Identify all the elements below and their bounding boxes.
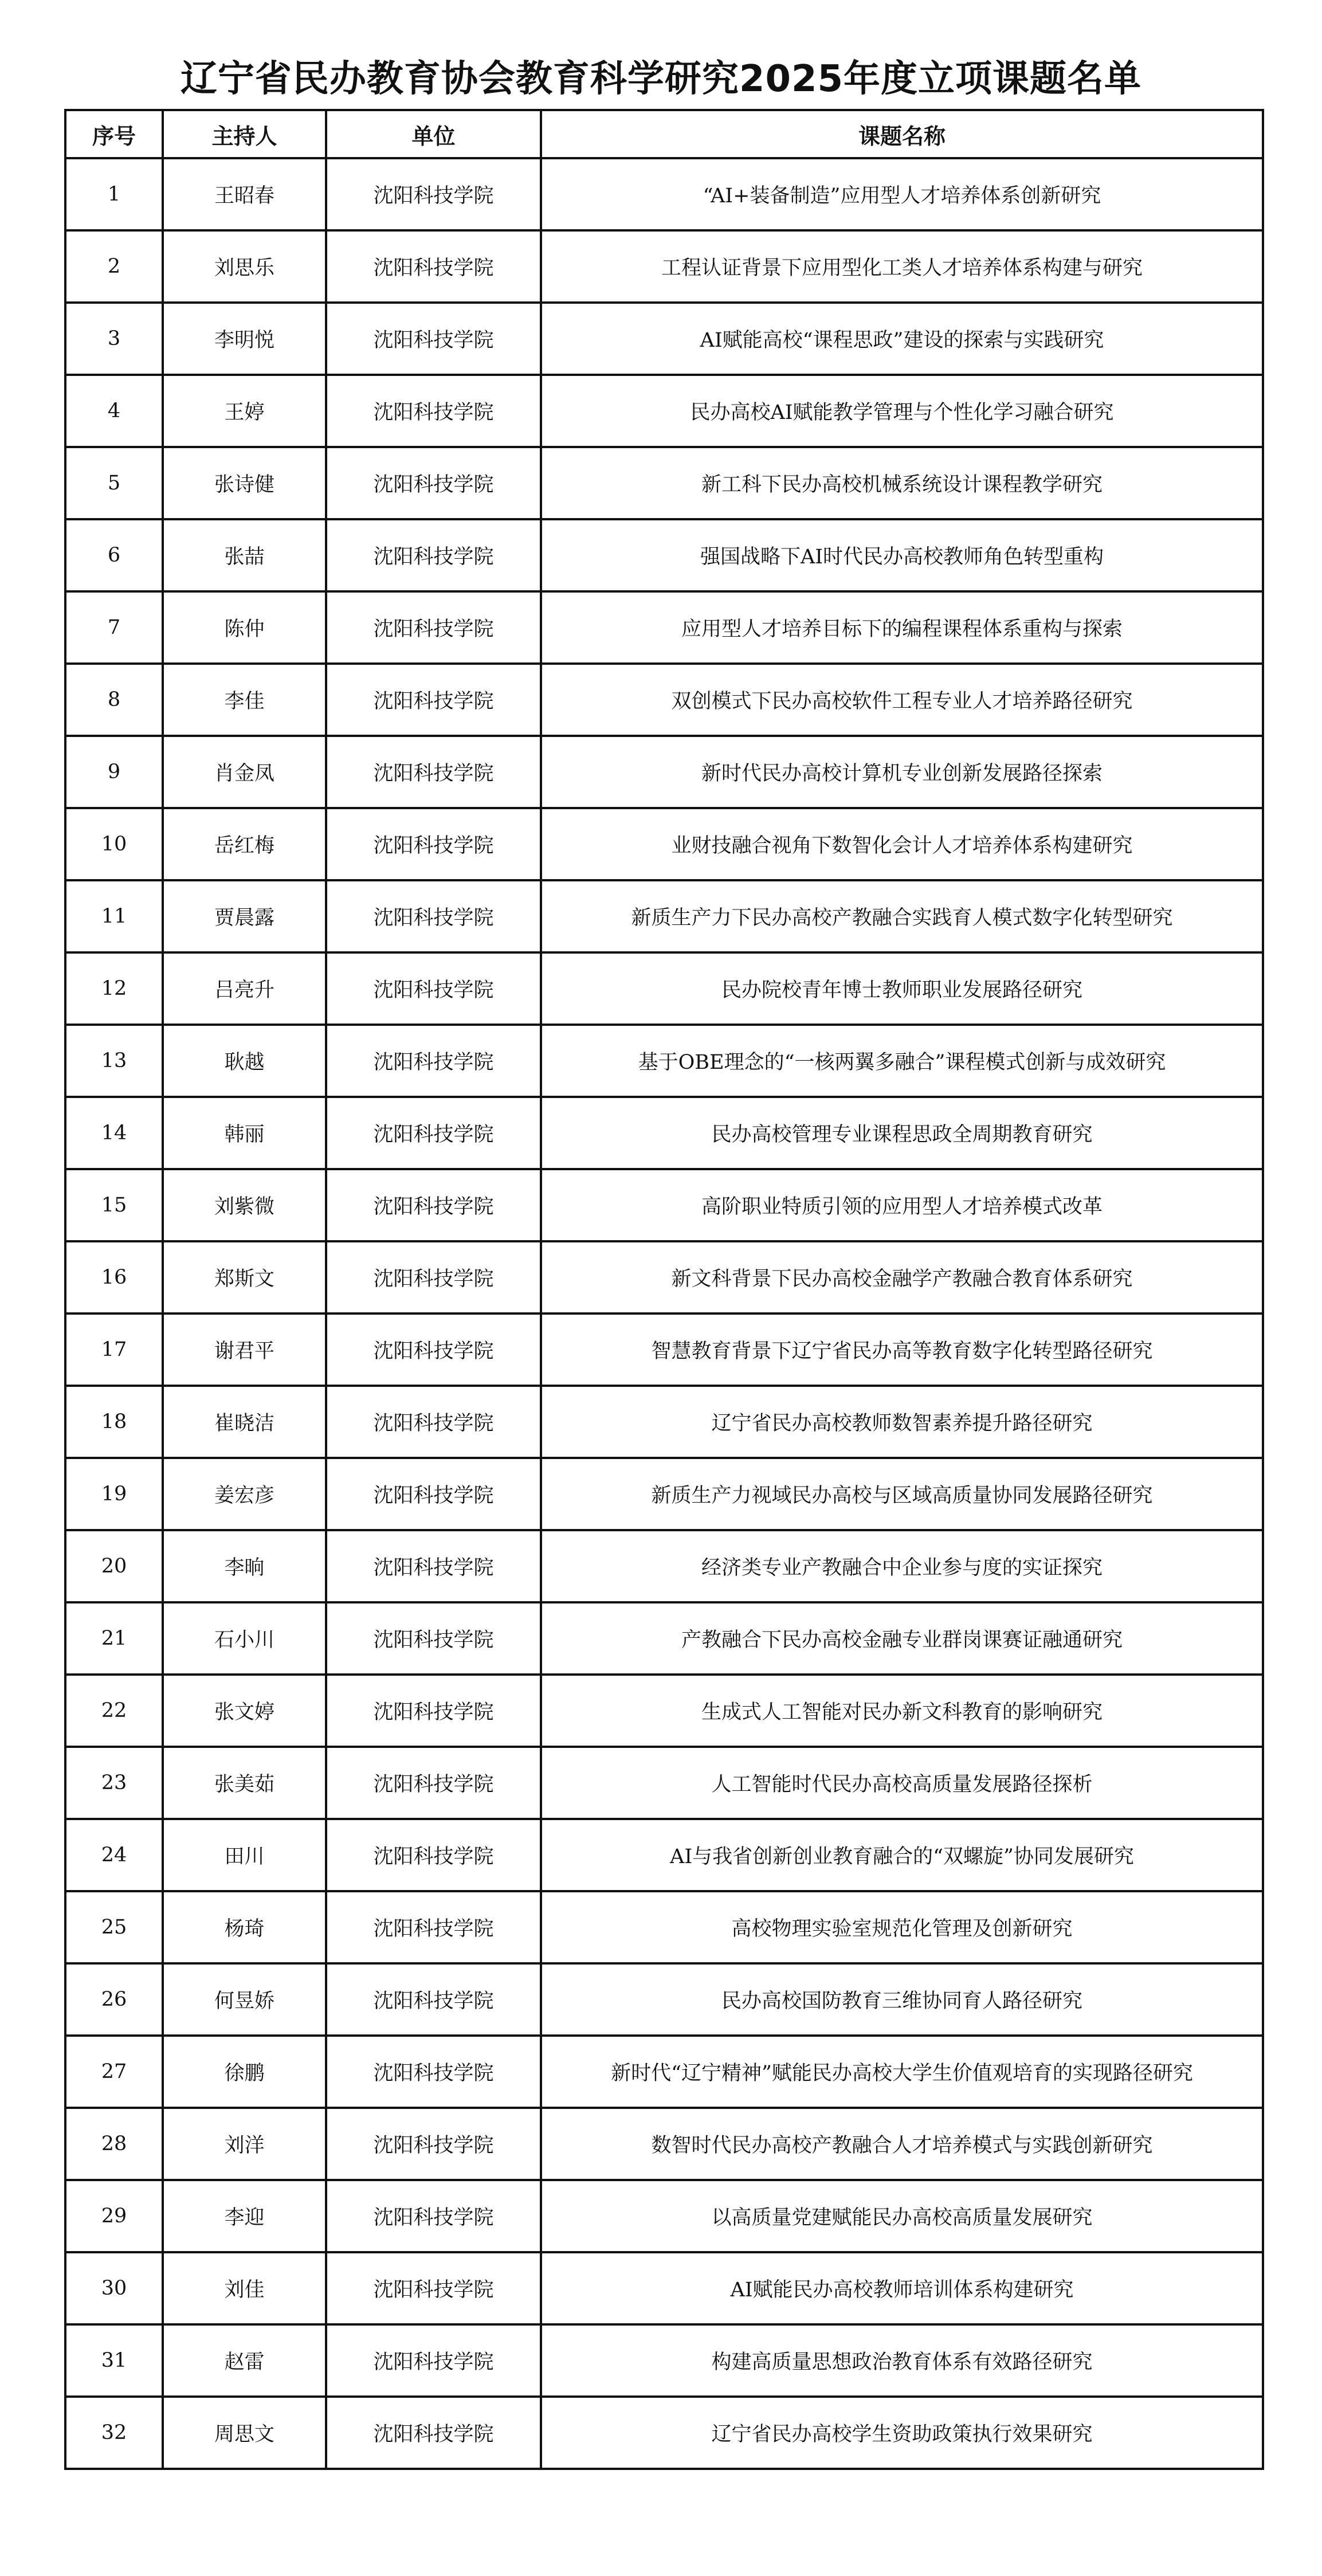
cell-number: 11 — [65, 880, 163, 952]
cell-unit: 沈阳科技学院 — [326, 591, 541, 664]
cell-unit: 沈阳科技学院 — [326, 1602, 541, 1675]
cell-host: 肖金凤 — [163, 736, 326, 808]
cell-number: 24 — [65, 1819, 163, 1891]
cell-topic: 以高质量党建赋能民办高校高质量发展研究 — [541, 2180, 1263, 2252]
cell-topic: 新工科下民办高校机械系统设计课程教学研究 — [541, 447, 1263, 519]
cell-topic: 辽宁省民办高校教师数智素养提升路径研究 — [541, 1386, 1263, 1458]
cell-host: 张美茹 — [163, 1747, 326, 1819]
cell-host: 王昭春 — [163, 158, 326, 230]
cell-unit: 沈阳科技学院 — [326, 2397, 541, 2469]
cell-number: 17 — [65, 1314, 163, 1386]
cell-topic: 智慧教育背景下辽宁省民办高等教育数字化转型路径研究 — [541, 1314, 1263, 1386]
cell-host: 韩丽 — [163, 1097, 326, 1169]
cell-host: 赵雷 — [163, 2324, 326, 2397]
cell-topic: 民办高校AI赋能教学管理与个性化学习融合研究 — [541, 375, 1263, 447]
column-header-number: 序号 — [65, 110, 163, 158]
cell-unit: 沈阳科技学院 — [326, 1458, 541, 1530]
cell-host: 崔晓洁 — [163, 1386, 326, 1458]
table-row — [65, 808, 1263, 880]
table-row — [65, 1241, 1263, 1314]
cell-host: 张喆 — [163, 519, 326, 591]
table-row — [65, 1602, 1263, 1675]
table-row — [65, 1891, 1263, 1963]
cell-host: 李晌 — [163, 1530, 326, 1602]
table-row — [65, 519, 1263, 591]
cell-topic: 工程认证背景下应用型化工类人才培养体系构建与研究 — [541, 230, 1263, 303]
cell-host: 张文婷 — [163, 1675, 326, 1747]
cell-unit: 沈阳科技学院 — [326, 1169, 541, 1241]
table-row — [65, 1530, 1263, 1602]
cell-unit: 沈阳科技学院 — [326, 1241, 541, 1314]
cell-topic: 应用型人才培养目标下的编程课程体系重构与探索 — [541, 591, 1263, 664]
cell-topic: “AI+装备制造”应用型人才培养体系创新研究 — [541, 158, 1263, 230]
cell-unit: 沈阳科技学院 — [326, 447, 541, 519]
project-list-table — [64, 109, 1264, 2470]
table-row — [65, 303, 1263, 375]
cell-topic: 民办院校青年博士教师职业发展路径研究 — [541, 952, 1263, 1025]
cell-number: 1 — [65, 158, 163, 230]
cell-unit: 沈阳科技学院 — [326, 230, 541, 303]
cell-number: 20 — [65, 1530, 163, 1602]
cell-number: 28 — [65, 2108, 163, 2180]
cell-topic: 构建高质量思想政治教育体系有效路径研究 — [541, 2324, 1263, 2397]
cell-number: 9 — [65, 736, 163, 808]
cell-host: 李佳 — [163, 664, 326, 736]
cell-unit: 沈阳科技学院 — [326, 952, 541, 1025]
cell-topic: 高阶职业特质引领的应用型人才培养模式改革 — [541, 1169, 1263, 1241]
cell-topic: 基于OBE理念的“一核两翼多融合”课程模式创新与成效研究 — [541, 1025, 1263, 1097]
column-header-unit: 单位 — [326, 110, 541, 158]
cell-unit: 沈阳科技学院 — [326, 2252, 541, 2324]
cell-host: 耿越 — [163, 1025, 326, 1097]
header-row — [65, 110, 1263, 158]
table-row — [65, 1025, 1263, 1097]
cell-unit: 沈阳科技学院 — [326, 1314, 541, 1386]
table-row — [65, 1747, 1263, 1819]
cell-number: 8 — [65, 664, 163, 736]
cell-unit: 沈阳科技学院 — [326, 1386, 541, 1458]
cell-unit: 沈阳科技学院 — [326, 2036, 541, 2108]
table-row — [65, 2108, 1263, 2180]
cell-number: 7 — [65, 591, 163, 664]
column-header-topic: 课题名称 — [541, 110, 1263, 158]
cell-topic: 人工智能时代民办高校高质量发展路径探析 — [541, 1747, 1263, 1819]
cell-host: 张诗健 — [163, 447, 326, 519]
column-header-host: 主持人 — [163, 110, 326, 158]
table-row — [65, 880, 1263, 952]
cell-topic: 生成式人工智能对民办新文科教育的影响研究 — [541, 1675, 1263, 1747]
table-row — [65, 1458, 1263, 1530]
cell-unit: 沈阳科技学院 — [326, 1675, 541, 1747]
cell-number: 19 — [65, 1458, 163, 1530]
cell-host: 何昱娇 — [163, 1963, 326, 2036]
cell-number: 23 — [65, 1747, 163, 1819]
table-body — [65, 158, 1263, 2469]
table-row — [65, 952, 1263, 1025]
cell-host: 贾晨露 — [163, 880, 326, 952]
table-row — [65, 447, 1263, 519]
cell-number: 5 — [65, 447, 163, 519]
cell-host: 李明悦 — [163, 303, 326, 375]
document-title: 辽宁省民办教育协会教育科学研究2025年度立项课题名单 — [180, 58, 1142, 100]
cell-number: 27 — [65, 2036, 163, 2108]
table-row — [65, 1386, 1263, 1458]
cell-host: 李迎 — [163, 2180, 326, 2252]
cell-host: 岳红梅 — [163, 808, 326, 880]
cell-number: 15 — [65, 1169, 163, 1241]
cell-topic: 双创模式下民办高校软件工程专业人才培养路径研究 — [541, 664, 1263, 736]
cell-unit: 沈阳科技学院 — [326, 1097, 541, 1169]
cell-unit: 沈阳科技学院 — [326, 808, 541, 880]
table-row — [65, 736, 1263, 808]
cell-number: 6 — [65, 519, 163, 591]
cell-host: 王婷 — [163, 375, 326, 447]
cell-host: 吕亮升 — [163, 952, 326, 1025]
cell-unit: 沈阳科技学院 — [326, 158, 541, 230]
table-row — [65, 664, 1263, 736]
cell-host: 周思文 — [163, 2397, 326, 2469]
cell-topic: 强国战略下AI时代民办高校教师角色转型重构 — [541, 519, 1263, 591]
cell-host: 谢君平 — [163, 1314, 326, 1386]
table-row — [65, 2324, 1263, 2397]
cell-number: 14 — [65, 1097, 163, 1169]
table-row — [65, 1675, 1263, 1747]
cell-topic: 民办高校管理专业课程思政全周期教育研究 — [541, 1097, 1263, 1169]
table-row — [65, 1097, 1263, 1169]
cell-topic: AI赋能民办高校教师培训体系构建研究 — [541, 2252, 1263, 2324]
table-row — [65, 591, 1263, 664]
table-row — [65, 2180, 1263, 2252]
cell-host: 徐鹏 — [163, 2036, 326, 2108]
table-header — [65, 110, 1263, 158]
table-row — [65, 1963, 1263, 2036]
cell-number: 12 — [65, 952, 163, 1025]
cell-unit: 沈阳科技学院 — [326, 303, 541, 375]
cell-topic: 新质生产力视域民办高校与区域高质量协同发展路径研究 — [541, 1458, 1263, 1530]
cell-host: 刘紫微 — [163, 1169, 326, 1241]
cell-host: 郑斯文 — [163, 1241, 326, 1314]
cell-number: 32 — [65, 2397, 163, 2469]
cell-host: 杨琦 — [163, 1891, 326, 1963]
cell-host: 石小川 — [163, 1602, 326, 1675]
cell-topic: 高校物理实验室规范化管理及创新研究 — [541, 1891, 1263, 1963]
cell-number: 18 — [65, 1386, 163, 1458]
table-row — [65, 1819, 1263, 1891]
cell-unit: 沈阳科技学院 — [326, 880, 541, 952]
cell-number: 13 — [65, 1025, 163, 1097]
cell-host: 田川 — [163, 1819, 326, 1891]
cell-topic: 新时代民办高校计算机专业创新发展路径探索 — [541, 736, 1263, 808]
cell-unit: 沈阳科技学院 — [326, 2324, 541, 2397]
cell-unit: 沈阳科技学院 — [326, 664, 541, 736]
cell-topic: 数智时代民办高校产教融合人才培养模式与实践创新研究 — [541, 2108, 1263, 2180]
cell-unit: 沈阳科技学院 — [326, 1530, 541, 1602]
table-row — [65, 1314, 1263, 1386]
cell-topic: 辽宁省民办高校学生资助政策执行效果研究 — [541, 2397, 1263, 2469]
cell-number: 31 — [65, 2324, 163, 2397]
cell-unit: 沈阳科技学院 — [326, 375, 541, 447]
table-row — [65, 2397, 1263, 2469]
cell-number: 29 — [65, 2180, 163, 2252]
table-row — [65, 158, 1263, 230]
cell-topic: AI与我省创新创业教育融合的“双螺旋”协同发展研究 — [541, 1819, 1263, 1891]
cell-unit: 沈阳科技学院 — [326, 1747, 541, 1819]
cell-host: 刘洋 — [163, 2108, 326, 2180]
cell-number: 10 — [65, 808, 163, 880]
cell-topic: 产教融合下民办高校金融专业群岗课赛证融通研究 — [541, 1602, 1263, 1675]
cell-unit: 沈阳科技学院 — [326, 1025, 541, 1097]
cell-host: 刘思乐 — [163, 230, 326, 303]
cell-topic: 新文科背景下民办高校金融学产教融合教育体系研究 — [541, 1241, 1263, 1314]
cell-host: 陈仲 — [163, 591, 326, 664]
cell-unit: 沈阳科技学院 — [326, 1891, 541, 1963]
table-row — [65, 1169, 1263, 1241]
table-row — [65, 230, 1263, 303]
cell-number: 25 — [65, 1891, 163, 1963]
cell-number: 26 — [65, 1963, 163, 2036]
cell-unit: 沈阳科技学院 — [326, 1819, 541, 1891]
cell-topic: 新质生产力下民办高校产教融合实践育人模式数字化转型研究 — [541, 880, 1263, 952]
cell-unit: 沈阳科技学院 — [326, 2108, 541, 2180]
cell-number: 3 — [65, 303, 163, 375]
cell-unit: 沈阳科技学院 — [326, 736, 541, 808]
cell-number: 4 — [65, 375, 163, 447]
cell-topic: 经济类专业产教融合中企业参与度的实证探究 — [541, 1530, 1263, 1602]
cell-number: 16 — [65, 1241, 163, 1314]
table-row — [65, 375, 1263, 447]
cell-number: 22 — [65, 1675, 163, 1747]
cell-unit: 沈阳科技学院 — [326, 1963, 541, 2036]
cell-number: 2 — [65, 230, 163, 303]
table-row — [65, 2252, 1263, 2324]
cell-unit: 沈阳科技学院 — [326, 2180, 541, 2252]
cell-topic: 民办高校国防教育三维协同育人路径研究 — [541, 1963, 1263, 2036]
cell-topic: 新时代“辽宁精神”赋能民办高校大学生价值观培育的实现路径研究 — [541, 2036, 1263, 2108]
cell-host: 姜宏彦 — [163, 1458, 326, 1530]
cell-number: 21 — [65, 1602, 163, 1675]
cell-topic: AI赋能高校“课程思政”建设的探索与实践研究 — [541, 303, 1263, 375]
table-row — [65, 2036, 1263, 2108]
cell-topic: 业财技融合视角下数智化会计人才培养体系构建研究 — [541, 808, 1263, 880]
cell-unit: 沈阳科技学院 — [326, 519, 541, 591]
cell-host: 刘佳 — [163, 2252, 326, 2324]
cell-number: 30 — [65, 2252, 163, 2324]
